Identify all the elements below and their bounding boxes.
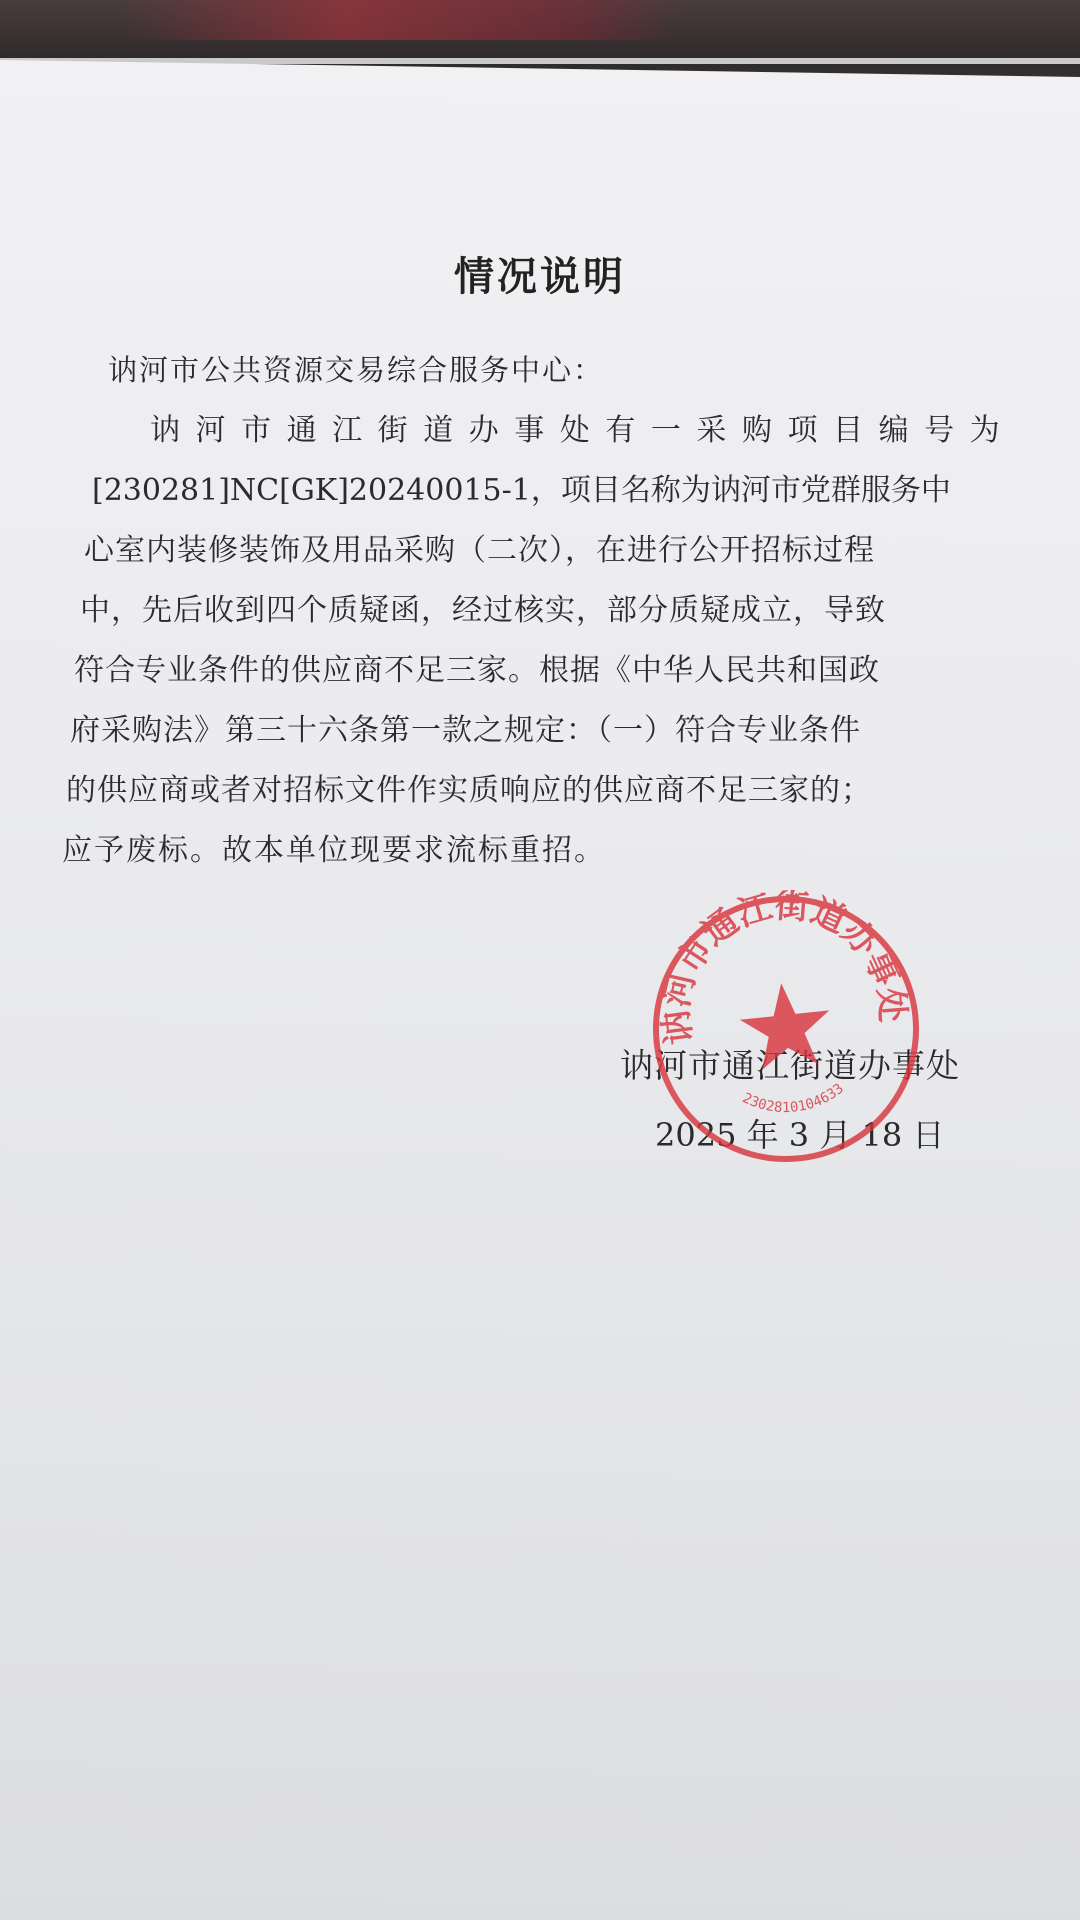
body-line: 应予废标。故本单位现要求流标重招。: [62, 833, 606, 868]
body-line: 中，先后收到四个质疑函，经过核实，部分质疑成立，导致: [80, 593, 886, 628]
salutation: 讷河市公共资源交易综合服务中心：: [108, 353, 605, 387]
signature-date: 2025 年 3 月 18 日: [655, 1116, 945, 1154]
body-line: 符合专业条件的供应商不足三家。根据《中华人民共和国政: [74, 653, 880, 688]
body-line: 讷 河 市 通 江 街 道 办 事 处 有 一 采 购 项 目 编 号 为: [150, 413, 1003, 448]
seal-text-path: 讷河市通江街道办事处: [656, 885, 913, 1047]
background-object: [120, 0, 680, 40]
body-line: 心室内装修装饰及用品采购（二次），在进行公开招标过程: [84, 533, 875, 568]
official-seal: [634, 877, 937, 1180]
body-line: [230281]NC[GK]20240015-1，项目名称为讷河市党群服务中: [92, 473, 951, 508]
seal-number: [738, 1080, 848, 1121]
signature-organization: 讷河市通江街道办事处: [620, 1046, 960, 1085]
body-line: 的供应商或者对招标文件作实质响应的供应商不足三家的；: [66, 773, 872, 808]
seal-number-path: 2302810104633: [739, 1080, 847, 1117]
body-line: 府采购法》第三十六条第一款之规定：（一）符合专业条件: [70, 713, 861, 748]
document-title: 情况说明: [454, 254, 626, 300]
seal-star: [736, 979, 834, 1072]
